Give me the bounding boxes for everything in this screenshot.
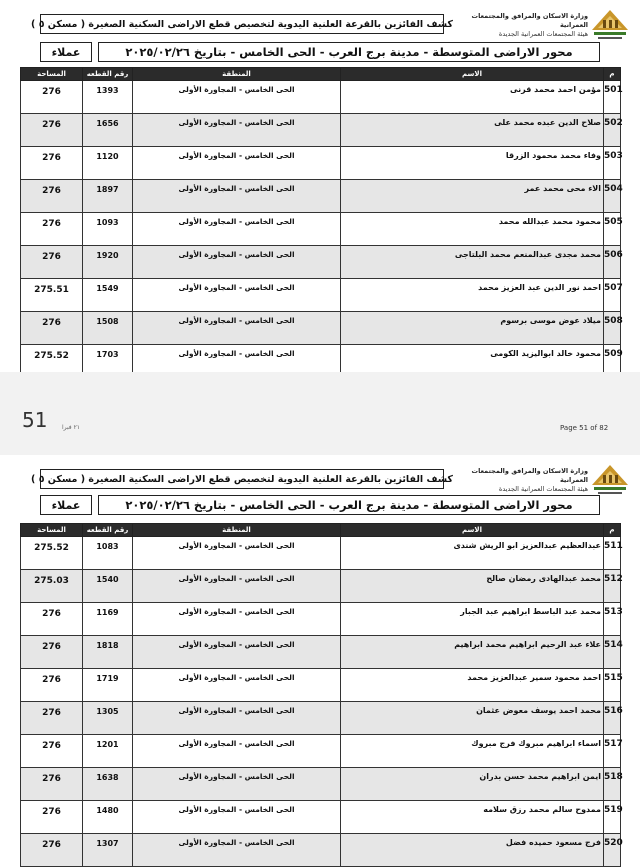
cell-plot: 1656 <box>83 114 133 147</box>
table-row <box>21 570 621 603</box>
col-name: الاسم <box>341 68 604 81</box>
document-page-2 <box>0 455 640 850</box>
authority-logo-icon <box>590 463 630 497</box>
cell-num: 505 <box>604 213 621 246</box>
table-row <box>21 114 621 147</box>
cell-area: 276 <box>21 636 83 669</box>
cell-num: 507 <box>604 279 621 312</box>
document-title: كشف الفائزين بالقرعة العلنية اليدوية لتخصيص قطع الاراضى السكنية الصغيرة ( مسكن ٥ ) <box>40 14 444 34</box>
cell-num: 515 <box>604 669 621 702</box>
cell-area: 276 <box>21 81 83 114</box>
cell-plot: 1169 <box>83 603 133 636</box>
cell-plot: 1703 <box>83 345 133 378</box>
cell-area: 276 <box>21 702 83 735</box>
table-row <box>21 81 621 114</box>
winners-table-1 <box>20 67 621 411</box>
table-row <box>21 537 621 570</box>
table-row <box>21 669 621 702</box>
table-row <box>21 603 621 636</box>
cell-plot: 1083 <box>83 537 133 570</box>
cell-num: 513 <box>604 603 621 636</box>
cell-plot: 1201 <box>83 735 133 768</box>
table-row <box>21 312 621 345</box>
cell-num: 516 <box>604 702 621 735</box>
cell-zone: الحى الخامس - المجاورة الأولى <box>133 246 341 279</box>
cell-name: صلاح الدين عبده محمد على <box>341 114 604 147</box>
cell-plot: 1305 <box>83 702 133 735</box>
cell-zone: الحى الخامس - المجاورة الأولى <box>133 81 341 114</box>
cell-num: 520 <box>604 834 621 867</box>
cell-zone: الحى الخامس - المجاورة الأولى <box>133 180 341 213</box>
cell-zone: الحى الخامس - المجاورة الأولى <box>133 702 341 735</box>
type-label: عملاء <box>40 495 92 515</box>
cell-zone: الحى الخامس - المجاورة الأولى <box>133 570 341 603</box>
col-plot: رقم القطعه <box>83 68 133 81</box>
cell-name: ميلاد عوض موسى برسوم <box>341 312 604 345</box>
cell-area: 275.52 <box>21 345 83 378</box>
cell-area: 276 <box>21 801 83 834</box>
winners-table-2 <box>20 523 621 867</box>
cell-name: فرج مسعود حميده فضل <box>341 834 604 867</box>
table-header-row <box>21 68 621 81</box>
col-name: الاسم <box>341 524 604 537</box>
ministry-text <box>448 467 588 493</box>
cell-zone: الحى الخامس - المجاورة الأولى <box>133 603 341 636</box>
axis-header <box>40 495 600 515</box>
authority-logo-icon <box>590 8 630 42</box>
col-num: م <box>604 68 621 81</box>
cell-plot: 1093 <box>83 213 133 246</box>
cell-zone: الحى الخامس - المجاورة الأولى <box>133 114 341 147</box>
cell-num: 504 <box>604 180 621 213</box>
page-header <box>31 8 630 38</box>
col-num: م <box>604 524 621 537</box>
col-zone: المنطقة <box>133 68 341 81</box>
type-label: عملاء <box>40 42 92 62</box>
cell-num: 502 <box>604 114 621 147</box>
table-row <box>21 801 621 834</box>
cell-plot: 1719 <box>83 669 133 702</box>
cell-area: 276 <box>21 180 83 213</box>
page-of-label: Page 51 of 82 <box>560 424 609 432</box>
cell-num: 509 <box>604 345 621 378</box>
cell-name: محمد احمد يوسف معوض عثمان <box>341 702 604 735</box>
cell-name: محمد عبدالهادى رمضان صالح <box>341 570 604 603</box>
cell-name: احمد نور الدين عبد العزيز محمد <box>341 279 604 312</box>
cell-name: الاء محى محمد عمر <box>341 180 604 213</box>
cell-plot: 1540 <box>83 570 133 603</box>
cell-area: 275.03 <box>21 570 83 603</box>
cell-zone: الحى الخامس - المجاورة الأولى <box>133 537 341 570</box>
cell-area: 276 <box>21 114 83 147</box>
table-row <box>21 636 621 669</box>
cell-num: 519 <box>604 801 621 834</box>
cell-zone: الحى الخامس - المجاورة الأولى <box>133 735 341 768</box>
cell-num: 506 <box>604 246 621 279</box>
cell-plot: 1480 <box>83 801 133 834</box>
cell-num: 512 <box>604 570 621 603</box>
cell-zone: الحى الخامس - المجاورة الأولى <box>133 768 341 801</box>
page-footer <box>0 372 640 455</box>
cell-name: علاء عبد الرحيم ابراهيم محمد ابراهيم <box>341 636 604 669</box>
cell-num: 517 <box>604 735 621 768</box>
cell-name: محمد عبد الباسط ابراهيم عبد الجبار <box>341 603 604 636</box>
cell-name: محمود خالد ابواليزيد الكومى <box>341 345 604 378</box>
cell-area: 276 <box>21 147 83 180</box>
cell-plot: 1120 <box>83 147 133 180</box>
col-zone: المنطقة <box>133 524 341 537</box>
cell-name: اسماء ابراهيم مبروك فرج مبروك <box>341 735 604 768</box>
cell-zone: الحى الخامس - المجاورة الأولى <box>133 801 341 834</box>
cell-area: 276 <box>21 213 83 246</box>
cell-name: وفاء محمد محمود الزرقا <box>341 147 604 180</box>
ministry-line-2: هيئة المجتمعات العمرانية الجديدة <box>498 30 588 38</box>
axis-title: محور الاراضى المتوسطة - مدينة برج العرب - الحى الخامس - بتاريخ ٢٠٢٥/٠٢/٢٦ <box>98 495 600 515</box>
cell-name: عبدالعظيم عبدالعزيز ابو الريش شندى <box>341 537 604 570</box>
table-row <box>21 834 621 867</box>
page-header <box>31 463 630 493</box>
table-header-row <box>21 524 621 537</box>
cell-zone: الحى الخامس - المجاورة الأولى <box>133 312 341 345</box>
cell-zone: الحى الخامس - المجاورة الأولى <box>133 669 341 702</box>
table-row <box>21 735 621 768</box>
cell-plot: 1920 <box>83 246 133 279</box>
cell-plot: 1818 <box>83 636 133 669</box>
table-row <box>21 702 621 735</box>
document-title: كشف الفائزين بالقرعة العلنية اليدوية لتخصيص قطع الاراضى السكنية الصغيرة ( مسكن ٥ ) <box>40 469 444 489</box>
table-row <box>21 246 621 279</box>
cell-plot: 1393 <box>83 81 133 114</box>
cell-zone: الحى الخامس - المجاورة الأولى <box>133 147 341 180</box>
col-area: المساحة <box>21 68 83 81</box>
cell-name: محمود محمد عبدالله محمد <box>341 213 604 246</box>
page-number: 51 <box>22 408 48 432</box>
ministry-line-2: هيئة المجتمعات العمرانية الجديدة <box>498 485 588 493</box>
cell-name: ممدوح سالم محمد رزق سلامه <box>341 801 604 834</box>
cell-name: مؤمن احمد محمد قرنى <box>341 81 604 114</box>
document-page-1 <box>0 0 640 372</box>
cell-num: 514 <box>604 636 621 669</box>
table-row <box>21 279 621 312</box>
cell-area: 276 <box>21 834 83 867</box>
axis-header <box>40 42 600 62</box>
cell-zone: الحى الخامس - المجاورة الأولى <box>133 834 341 867</box>
col-plot: رقم القطعه <box>83 524 133 537</box>
cell-num: 518 <box>604 768 621 801</box>
ministry-line-1: وزارة الاسكان والمرافق والمجتمعات العمرانية <box>471 12 588 29</box>
cell-plot: 1307 <box>83 834 133 867</box>
cell-area: 276 <box>21 735 83 768</box>
cell-area: 276 <box>21 312 83 345</box>
cell-zone: الحى الخامس - المجاورة الأولى <box>133 636 341 669</box>
cell-num: 503 <box>604 147 621 180</box>
cell-area: 276 <box>21 669 83 702</box>
cell-name: احمد محمود سمير عبدالعزيز محمد <box>341 669 604 702</box>
cell-plot: 1549 <box>83 279 133 312</box>
cell-area: 275.52 <box>21 537 83 570</box>
cell-zone: الحى الخامس - المجاورة الأولى <box>133 279 341 312</box>
cell-name: محمد مجدى عبدالمنعم محمد البلتاجى <box>341 246 604 279</box>
table-row <box>21 213 621 246</box>
cell-zone: الحى الخامس - المجاورة الأولى <box>133 213 341 246</box>
cell-area: 275.51 <box>21 279 83 312</box>
ministry-text <box>448 12 588 38</box>
cell-num: 501 <box>604 81 621 114</box>
axis-title: محور الاراضى المتوسطة - مدينة برج العرب - الحى الخامس - بتاريخ ٢٠٢٥/٠٢/٢٦ <box>98 42 600 62</box>
ministry-line-1: وزارة الاسكان والمرافق والمجتمعات العمرانية <box>471 467 588 484</box>
cell-plot: 1508 <box>83 312 133 345</box>
cell-plot: 1897 <box>83 180 133 213</box>
col-area: المساحة <box>21 524 83 537</box>
cell-num: 508 <box>604 312 621 345</box>
cell-area: 276 <box>21 603 83 636</box>
cell-plot: 1638 <box>83 768 133 801</box>
cell-area: 276 <box>21 768 83 801</box>
table-row <box>21 147 621 180</box>
table-row <box>21 768 621 801</box>
cell-num: 511 <box>604 537 621 570</box>
cell-name: ايمن ابراهيم محمد حسن بدران <box>341 768 604 801</box>
cell-area: 276 <box>21 246 83 279</box>
cell-zone: الحى الخامس - المجاورة الأولى <box>133 345 341 378</box>
footer-date: ٢١ فبرا <box>62 424 81 431</box>
table-row <box>21 180 621 213</box>
